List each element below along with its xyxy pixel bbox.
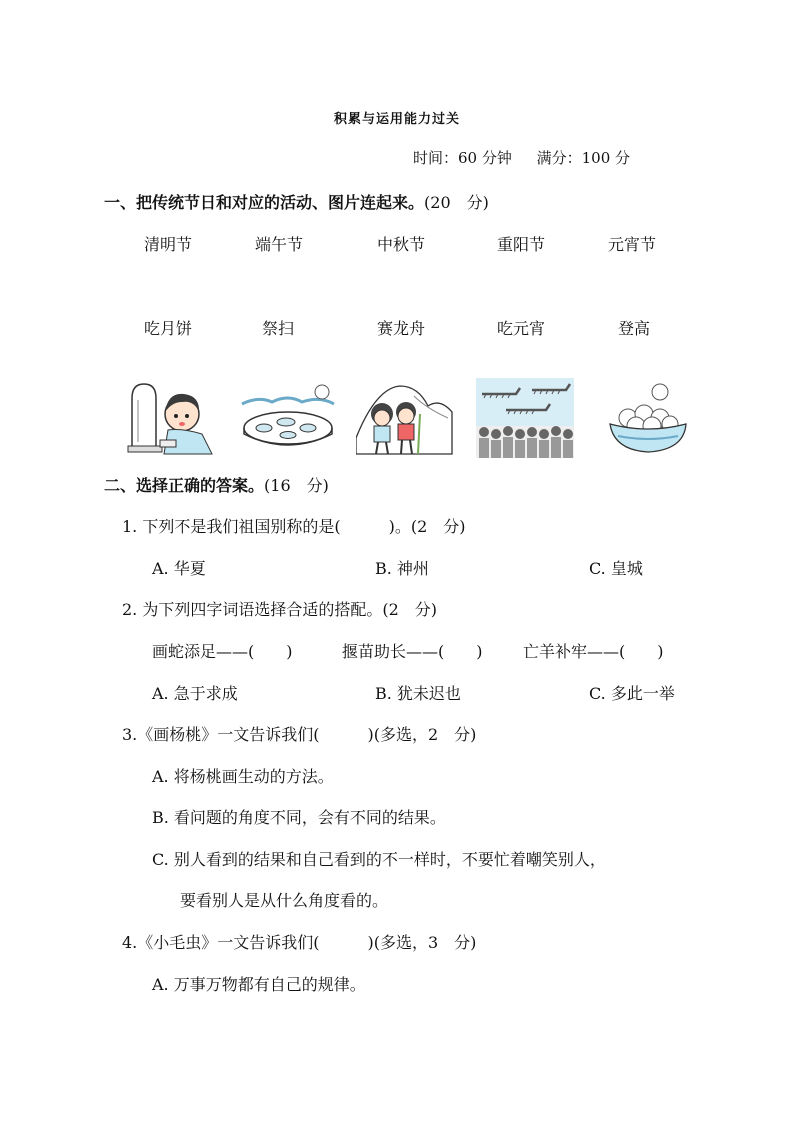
section-2-heading: [104, 473, 329, 496]
question-3-option-a[interactable]: A. 将杨桃画生动的方法。: [152, 767, 334, 786]
question-3-option-c[interactable]: C. 别人看到的结果和自己看到的不一样时，不要忙着嘲笑别人，: [152, 850, 606, 869]
section-1-title: 一、把传统节日和对应的活动、图片连起来。: [104, 193, 425, 212]
question-2-pair-3[interactable]: 亡羊补牢——( ): [523, 642, 664, 661]
dragon-boat-picture: [476, 378, 574, 458]
question-2-option-c: C. 多此一举: [589, 684, 675, 703]
question-2-stem: 2. 为下列四字词语选择合适的搭配。(2 分): [122, 600, 438, 619]
question-4-stem: 4.《小毛虫》一文告诉我们( )(多选，3 分): [122, 933, 477, 952]
festival-1: 清明节: [144, 235, 193, 254]
section-1-points: (20 分): [424, 193, 489, 212]
question-2-option-b: B. 犹未迟也: [375, 684, 461, 703]
mountain-climbing-picture: [356, 378, 454, 458]
activity-4: 吃元宵: [497, 319, 546, 338]
question-1-option-b[interactable]: B. 神州: [375, 559, 429, 578]
question-2-pair-2[interactable]: 揠苗助长——( ): [342, 642, 483, 661]
festival-4: 重阳节: [497, 235, 546, 254]
time-limit: 时间：60 分钟: [413, 149, 512, 167]
question-1-stem: 1. 下列不是我们祖国别称的是( )。(2 分): [122, 517, 466, 536]
activity-3: 赛龙舟: [377, 319, 426, 338]
festival-5: 元宵节: [608, 235, 657, 254]
section-2-title: 二、选择正确的答案。: [104, 476, 265, 495]
question-2-pair-1[interactable]: 画蛇添足——( ): [152, 642, 293, 661]
mooncake-table-picture: [238, 378, 336, 458]
tomb-sweeping-picture: [124, 378, 222, 458]
tangyuan-bowl-picture: [600, 378, 698, 458]
question-1-option-a[interactable]: A. 华夏: [152, 559, 206, 578]
question-4-option-a[interactable]: A. 万事万物都有自己的规律。: [152, 975, 366, 994]
full-score: 满分：100 分: [536, 149, 631, 167]
question-3-option-c-continued: 要看别人是从什么角度看的。: [180, 891, 389, 910]
exam-meta: [413, 147, 650, 168]
activity-2: 祭扫: [262, 319, 295, 338]
section-1-heading: [104, 190, 489, 213]
question-3-option-b[interactable]: B. 看问题的角度不同，会有不同的结果。: [152, 808, 446, 827]
festival-2: 端午节: [255, 235, 304, 254]
question-3-stem: 3.《画杨桃》一文告诉我们( )(多选，2 分): [122, 725, 477, 744]
festival-3: 中秋节: [377, 235, 426, 254]
page-title: 积累与运用能力过关: [333, 112, 460, 127]
question-2-option-a: A. 急于求成: [152, 684, 238, 703]
section-2-points: (16 分): [264, 476, 329, 495]
activity-1: 吃月饼: [144, 319, 193, 338]
question-1-option-c[interactable]: C. 皇城: [589, 559, 643, 578]
activity-5: 登高: [618, 319, 651, 338]
